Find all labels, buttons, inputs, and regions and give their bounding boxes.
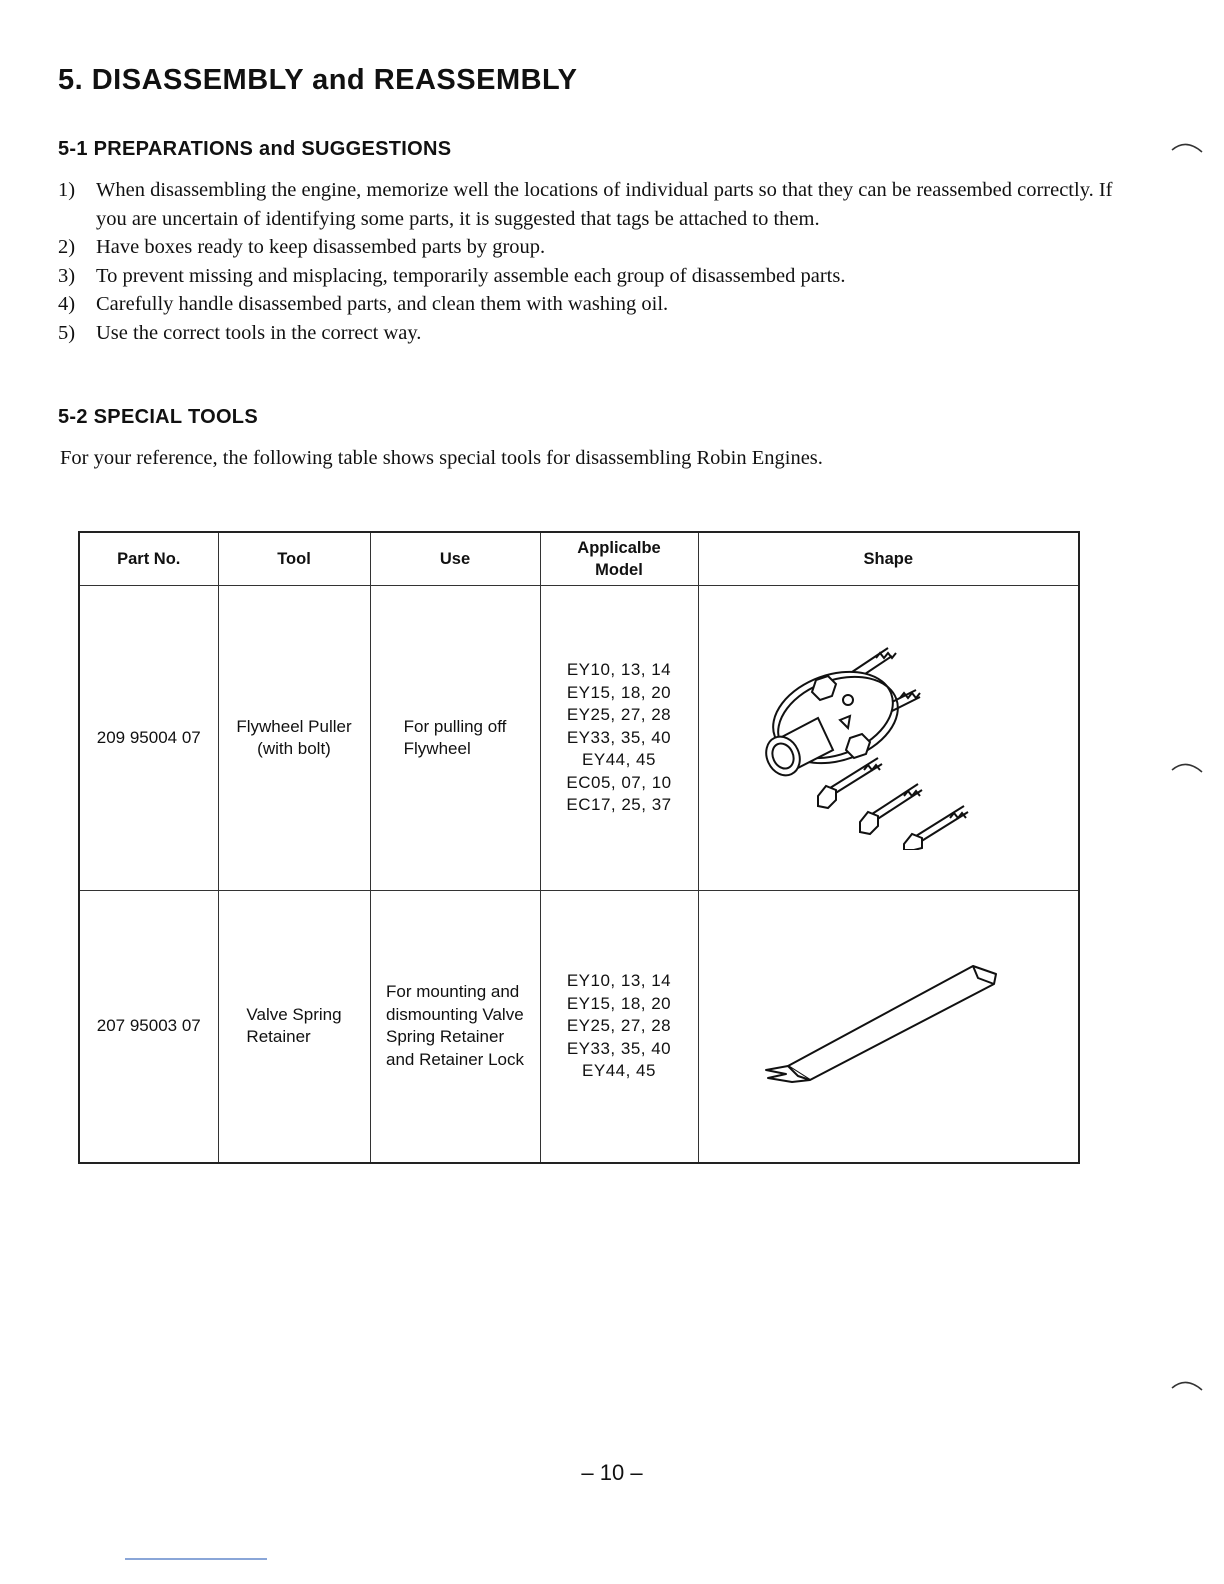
list-item bbox=[58, 290, 1118, 319]
model-line: EC05, 07, 10 bbox=[566, 772, 672, 792]
list-item-text: Have boxes ready to keep disassembed parts by group. bbox=[96, 236, 546, 258]
list-item bbox=[58, 319, 1118, 348]
use-line: For pulling off bbox=[403, 716, 507, 736]
page-number: – 10 – bbox=[581, 1460, 643, 1485]
cell-models bbox=[540, 586, 698, 891]
list-item-number: 4) bbox=[58, 293, 76, 315]
list-item-number: 2) bbox=[58, 236, 76, 258]
section-title-preparations: 5-1 PREPARATIONS and SUGGESTIONS bbox=[58, 138, 452, 160]
model-line: EY44, 45 bbox=[582, 1061, 656, 1080]
cell-part-no: 209 95004 07 bbox=[79, 586, 218, 891]
cell-tool bbox=[218, 586, 370, 891]
tool-line: Valve Spring bbox=[246, 1004, 342, 1024]
list-item-text: When disassembling the engine, memorize well the locations of individual parts so that they can be reassembed correctly. If you are uncertain of identifying some parts, it is suggested that tags be attached to them. bbox=[96, 179, 1113, 230]
table-header-row bbox=[79, 532, 1079, 586]
model-line: EY15, 18, 20 bbox=[566, 682, 672, 702]
list-item-text: Carefully handle disassembed parts, and clean them with washing oil. bbox=[96, 293, 669, 315]
cell-shape bbox=[698, 891, 1079, 1163]
page-title: 5. DISASSEMBLY and REASSEMBLY bbox=[58, 64, 578, 96]
list-item-number: 5) bbox=[58, 321, 76, 344]
intro-text: For your reference, the following table shows special tools for disassembling Robin Engines. bbox=[60, 447, 823, 469]
model-line: EY33, 35, 40 bbox=[566, 1038, 672, 1058]
bottom-divider bbox=[125, 1558, 267, 1560]
list-item-text: To prevent missing and misplacing, temporarily assemble each group of disassembed parts. bbox=[96, 264, 846, 287]
flywheel-puller-icon bbox=[738, 620, 1038, 850]
model-line: EC17, 25, 37 bbox=[566, 795, 672, 815]
model-line: EY25, 27, 28 bbox=[566, 705, 672, 725]
model-line: EY10, 13, 14 bbox=[566, 971, 672, 990]
cell-tool bbox=[218, 891, 370, 1163]
header-part-no: Part No. bbox=[79, 532, 218, 586]
cell-shape bbox=[698, 586, 1079, 891]
list-item-text: Use the correct tools in the correct way. bbox=[96, 321, 422, 344]
suggestions-list bbox=[58, 176, 1118, 347]
cell-models bbox=[540, 891, 698, 1163]
list-item bbox=[58, 262, 1118, 291]
cell-use bbox=[370, 891, 540, 1163]
margin-mark-icon bbox=[1170, 1378, 1204, 1392]
cell-part-no: 207 95003 07 bbox=[79, 891, 218, 1163]
table-row bbox=[79, 586, 1079, 891]
section-title-special-tools: 5-2 SPECIAL TOOLS bbox=[58, 406, 258, 428]
list-item-number: 3) bbox=[58, 264, 76, 287]
tool-line: Retainer bbox=[246, 1027, 311, 1047]
use-line: For mounting and bbox=[386, 982, 520, 1002]
valve-spring-retainer-icon bbox=[758, 948, 1018, 1098]
header-tool: Tool bbox=[218, 532, 370, 586]
header-applicable-model-text: Applicalbe Model bbox=[577, 539, 661, 579]
header-use: Use bbox=[370, 532, 540, 586]
header-shape: Shape bbox=[698, 532, 1079, 586]
list-item bbox=[58, 233, 1118, 262]
model-line: EY25, 27, 28 bbox=[566, 1016, 672, 1035]
cell-use bbox=[370, 586, 540, 891]
model-line: EY10, 13, 14 bbox=[566, 660, 672, 680]
use-line: Spring Retainer bbox=[386, 1027, 505, 1047]
use-line: Flywheel bbox=[403, 739, 471, 758]
margin-mark-icon bbox=[1170, 140, 1204, 154]
header-applicable-model bbox=[540, 532, 698, 586]
special-tools-table bbox=[78, 531, 1080, 1164]
use-line: and Retainer Lock bbox=[386, 1049, 524, 1069]
table-row bbox=[79, 891, 1079, 1163]
model-line: EY33, 35, 40 bbox=[566, 727, 672, 747]
tool-line: (with bolt) bbox=[257, 739, 331, 758]
model-line: EY44, 45 bbox=[582, 750, 656, 770]
use-line: dismounting Valve bbox=[386, 1004, 524, 1024]
margin-mark-icon bbox=[1170, 760, 1204, 774]
model-line: EY15, 18, 20 bbox=[566, 993, 672, 1013]
tool-line: Flywheel Puller bbox=[236, 716, 352, 736]
list-item-number: 1) bbox=[58, 179, 76, 201]
list-item bbox=[58, 176, 1118, 233]
